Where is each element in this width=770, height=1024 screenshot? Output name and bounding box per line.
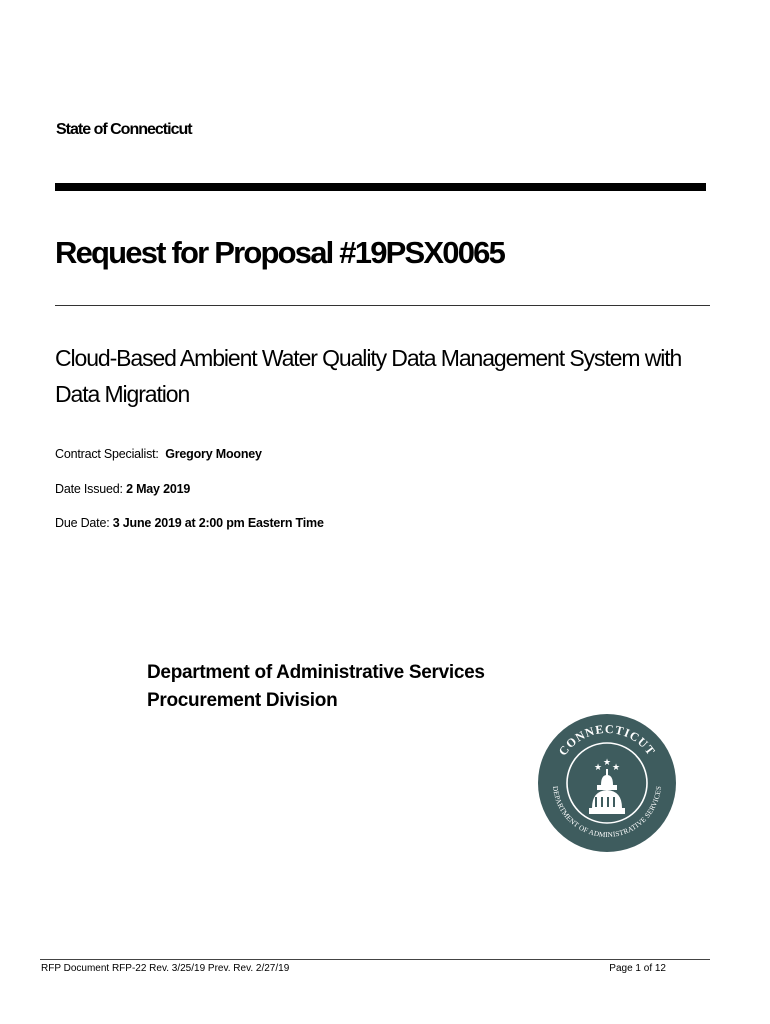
footer-divider <box>40 959 710 960</box>
seal-top-text: CONNECTICUT <box>555 721 659 759</box>
contract-specialist-label: Contract Specialist: <box>55 447 159 461</box>
footer-document-info: RFP Document RFP-22 Rev. 3/25/19 Prev. Rev. 2/27/19 <box>41 963 290 974</box>
due-date-line <box>55 516 324 530</box>
contract-specialist-value: Gregory Mooney <box>165 447 262 461</box>
date-issued-value: 2 May 2019 <box>126 482 191 496</box>
svg-text:★: ★ <box>602 757 612 767</box>
division-name: Procurement Division <box>147 690 338 711</box>
document-subtitle: Cloud-Based Ambient Water Quality Data Management System with Data Migration <box>55 345 682 407</box>
department-name: Department of Administrative Services <box>147 662 485 683</box>
footer-page-number: Page 1 of 12 <box>609 963 666 974</box>
organization-name: State of Connecticut <box>56 121 192 138</box>
thin-divider <box>55 305 710 306</box>
svg-text:★: ★ <box>593 762 603 772</box>
date-issued-label: Date Issued: <box>55 482 123 496</box>
due-date-value: 3 June 2019 at 2:00 pm Eastern Time <box>112 516 324 530</box>
contract-specialist-line <box>55 447 262 461</box>
document-title: Request for Proposal #19PSX0065 <box>55 235 505 270</box>
date-issued-line <box>55 482 190 496</box>
das-seal-logo <box>537 713 677 853</box>
thick-divider <box>55 183 706 191</box>
seal-bottom-text: DEPARTMENT OF ADMINISTRATIVE SERVICES <box>551 785 663 840</box>
svg-text:★: ★ <box>611 762 621 772</box>
due-date-label: Due Date: <box>55 516 110 530</box>
